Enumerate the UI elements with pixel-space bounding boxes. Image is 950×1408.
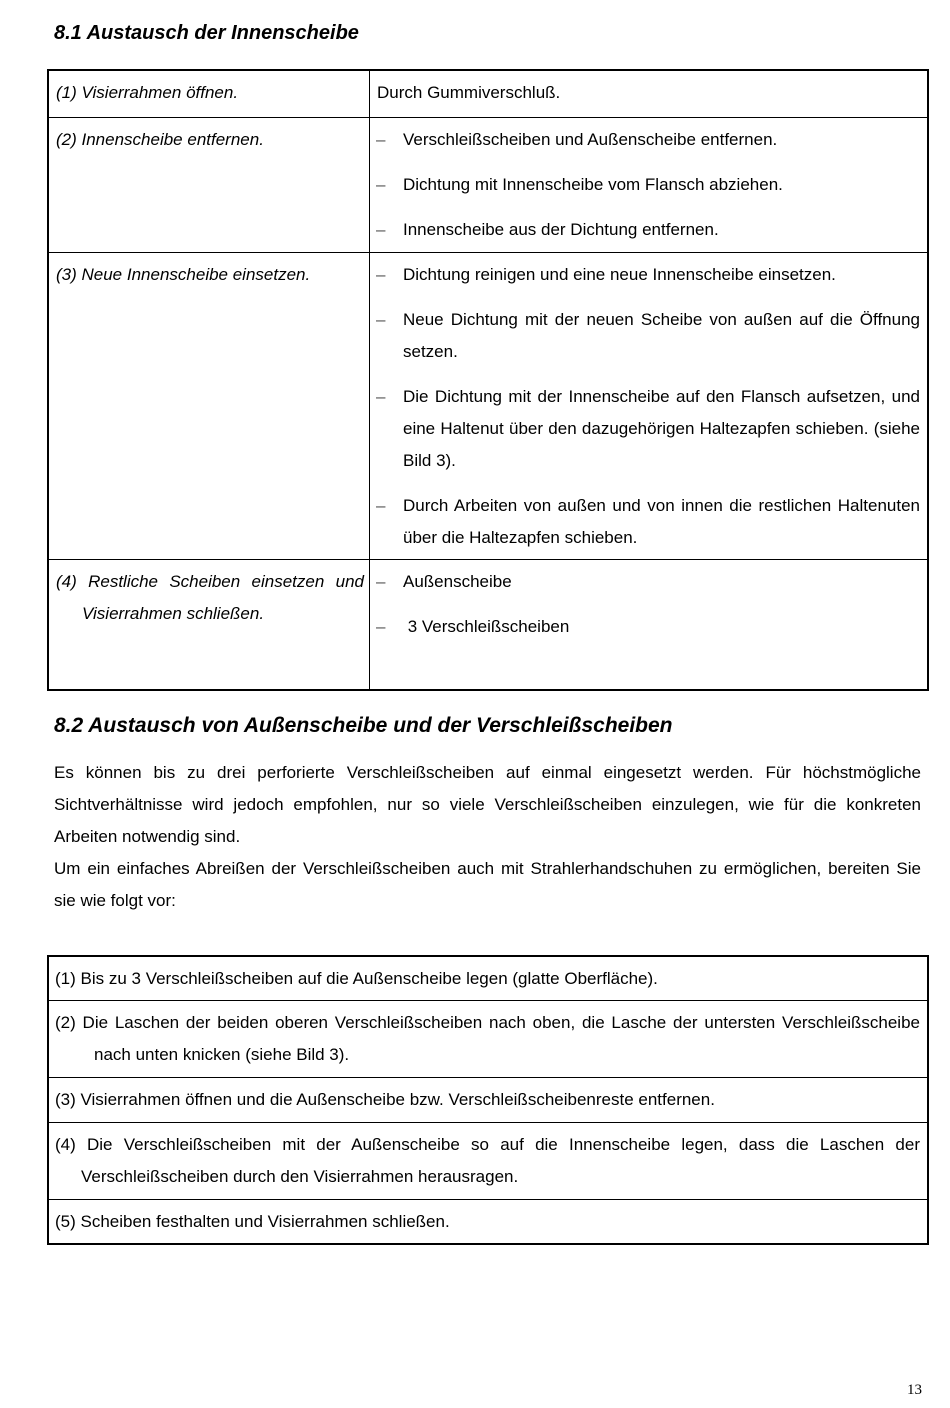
bullet-item bbox=[376, 381, 920, 477]
step-text: (4) Die Verschleißscheiben mit der Außenscheibe so auf die Innenscheibe legen, dass die Laschen der Verschleißscheiben durch den Visierrahmen herausragen. bbox=[55, 1134, 920, 1186]
bullet-text: Neue Dichtung mit der neuen Scheibe von außen auf die Öffnung setzen. bbox=[403, 310, 920, 361]
step-cell: (1) Visierrahmen öffnen. bbox=[48, 70, 370, 118]
dash-bullet-icon: – bbox=[376, 572, 386, 591]
paragraph: Um ein einfaches Abreißen der Verschleißscheiben auch mit Strahlerhandschuhen zu ermöglichen, bereiten Sie sie wie folgt vor: bbox=[54, 859, 921, 910]
inner-pane-replacement-table bbox=[47, 69, 929, 691]
step-cell: (2) Innenscheibe entfernen. bbox=[48, 118, 370, 253]
step-text: (4) Restliche Scheiben einsetzen und Visierrahmen schließen. bbox=[56, 572, 364, 623]
instruction-text: Durch Gummiverschluß. bbox=[377, 83, 561, 102]
bullet-item bbox=[376, 611, 920, 643]
dash-bullet-icon: – bbox=[376, 175, 386, 194]
table-row bbox=[48, 1001, 928, 1078]
step-text: (3) Visierrahmen öffnen und die Außenscheibe bzw. Verschleißscheibenreste entfernen. bbox=[55, 1090, 715, 1110]
bullet-text: Dichtung reinigen und eine neue Innenscheibe einsetzen. bbox=[403, 265, 836, 284]
step-text: (2) Die Laschen der beiden oberen Verschleißscheiben nach oben, die Lasche der untersten Verschleißscheibe nach unten knicken (siehe Bild 3). bbox=[55, 1013, 920, 1065]
step-cell bbox=[48, 1122, 928, 1199]
bullet-item bbox=[376, 124, 920, 156]
table-row bbox=[48, 1199, 928, 1244]
bullet-text: Verschleißscheiben und Außenscheibe entfernen. bbox=[403, 130, 778, 149]
bullet-text: Innenscheibe aus der Dichtung entfernen. bbox=[403, 220, 719, 239]
step-cell bbox=[48, 560, 370, 691]
dash-bullet-icon: – bbox=[376, 617, 386, 636]
dash-bullet-icon: – bbox=[376, 496, 386, 515]
dash-bullet-icon: – bbox=[376, 220, 386, 239]
instruction-cell bbox=[370, 70, 929, 118]
step-cell: (3) Neue Innenscheibe einsetzen. bbox=[48, 253, 370, 560]
step-cell bbox=[48, 1199, 928, 1244]
table-row bbox=[48, 1122, 928, 1199]
step-cell bbox=[48, 1078, 928, 1122]
table-row bbox=[48, 70, 928, 118]
step-cell bbox=[48, 956, 928, 1001]
outer-pane-replacement-steps-table bbox=[47, 955, 929, 1245]
paragraph: Es können bis zu drei perforierte Verschleißscheiben auf einmal eingesetzt werden. Für höchstmögliche Sichtverhältnisse wird jedoch empfohlen, nur so viele Verschleißscheiben einzulegen, wie für die konkreten Arbeiten notwendig sind. bbox=[54, 763, 921, 846]
table-row bbox=[48, 118, 928, 253]
bullet-item bbox=[376, 214, 920, 246]
table-row bbox=[48, 1078, 928, 1122]
instruction-cell bbox=[370, 253, 929, 560]
instruction-cell bbox=[370, 560, 929, 691]
dash-bullet-icon: – bbox=[376, 310, 386, 329]
intro-text bbox=[54, 757, 921, 917]
section-8-2-heading: 8.2 Austausch von Außenscheibe und der Verschleißscheiben bbox=[54, 714, 673, 737]
step-text: (1) Bis zu 3 Verschleißscheiben auf die Außenscheibe legen (glatte Oberfläche). bbox=[55, 969, 658, 988]
dash-bullet-icon: – bbox=[376, 130, 386, 149]
instruction-cell bbox=[370, 118, 929, 253]
bullet-item bbox=[376, 259, 920, 291]
dash-bullet-icon: – bbox=[376, 265, 386, 284]
bullet-item bbox=[376, 490, 920, 554]
bullet-text: Durch Arbeiten von außen und von innen die restlichen Haltenuten über die Haltezapfen schieben. bbox=[403, 496, 920, 547]
bullet-item bbox=[376, 304, 920, 368]
bullet-item bbox=[376, 566, 920, 598]
step-text: (5) Scheiben festhalten und Visierrahmen schließen. bbox=[55, 1211, 450, 1231]
step-cell bbox=[48, 1001, 928, 1078]
table-row bbox=[48, 253, 928, 560]
bullet-text: 3 Verschleißscheiben bbox=[403, 617, 570, 636]
section-8-1-heading: 8.1 Austausch der Innenscheibe bbox=[54, 22, 359, 44]
page-number: 13 bbox=[907, 1382, 922, 1398]
bullet-text: Die Dichtung mit der Innenscheibe auf den Flansch aufsetzen, und eine Haltenut über den dazugehörigen Haltezapfen schieben. (siehe Bild 3). bbox=[403, 387, 920, 470]
table-row bbox=[48, 560, 928, 691]
table-row bbox=[48, 956, 928, 1001]
bullet-item bbox=[376, 169, 920, 201]
bullet-text: Dichtung mit Innenscheibe vom Flansch abziehen. bbox=[403, 175, 783, 194]
dash-bullet-icon: – bbox=[376, 387, 386, 406]
bullet-text: Außenscheibe bbox=[403, 572, 512, 591]
